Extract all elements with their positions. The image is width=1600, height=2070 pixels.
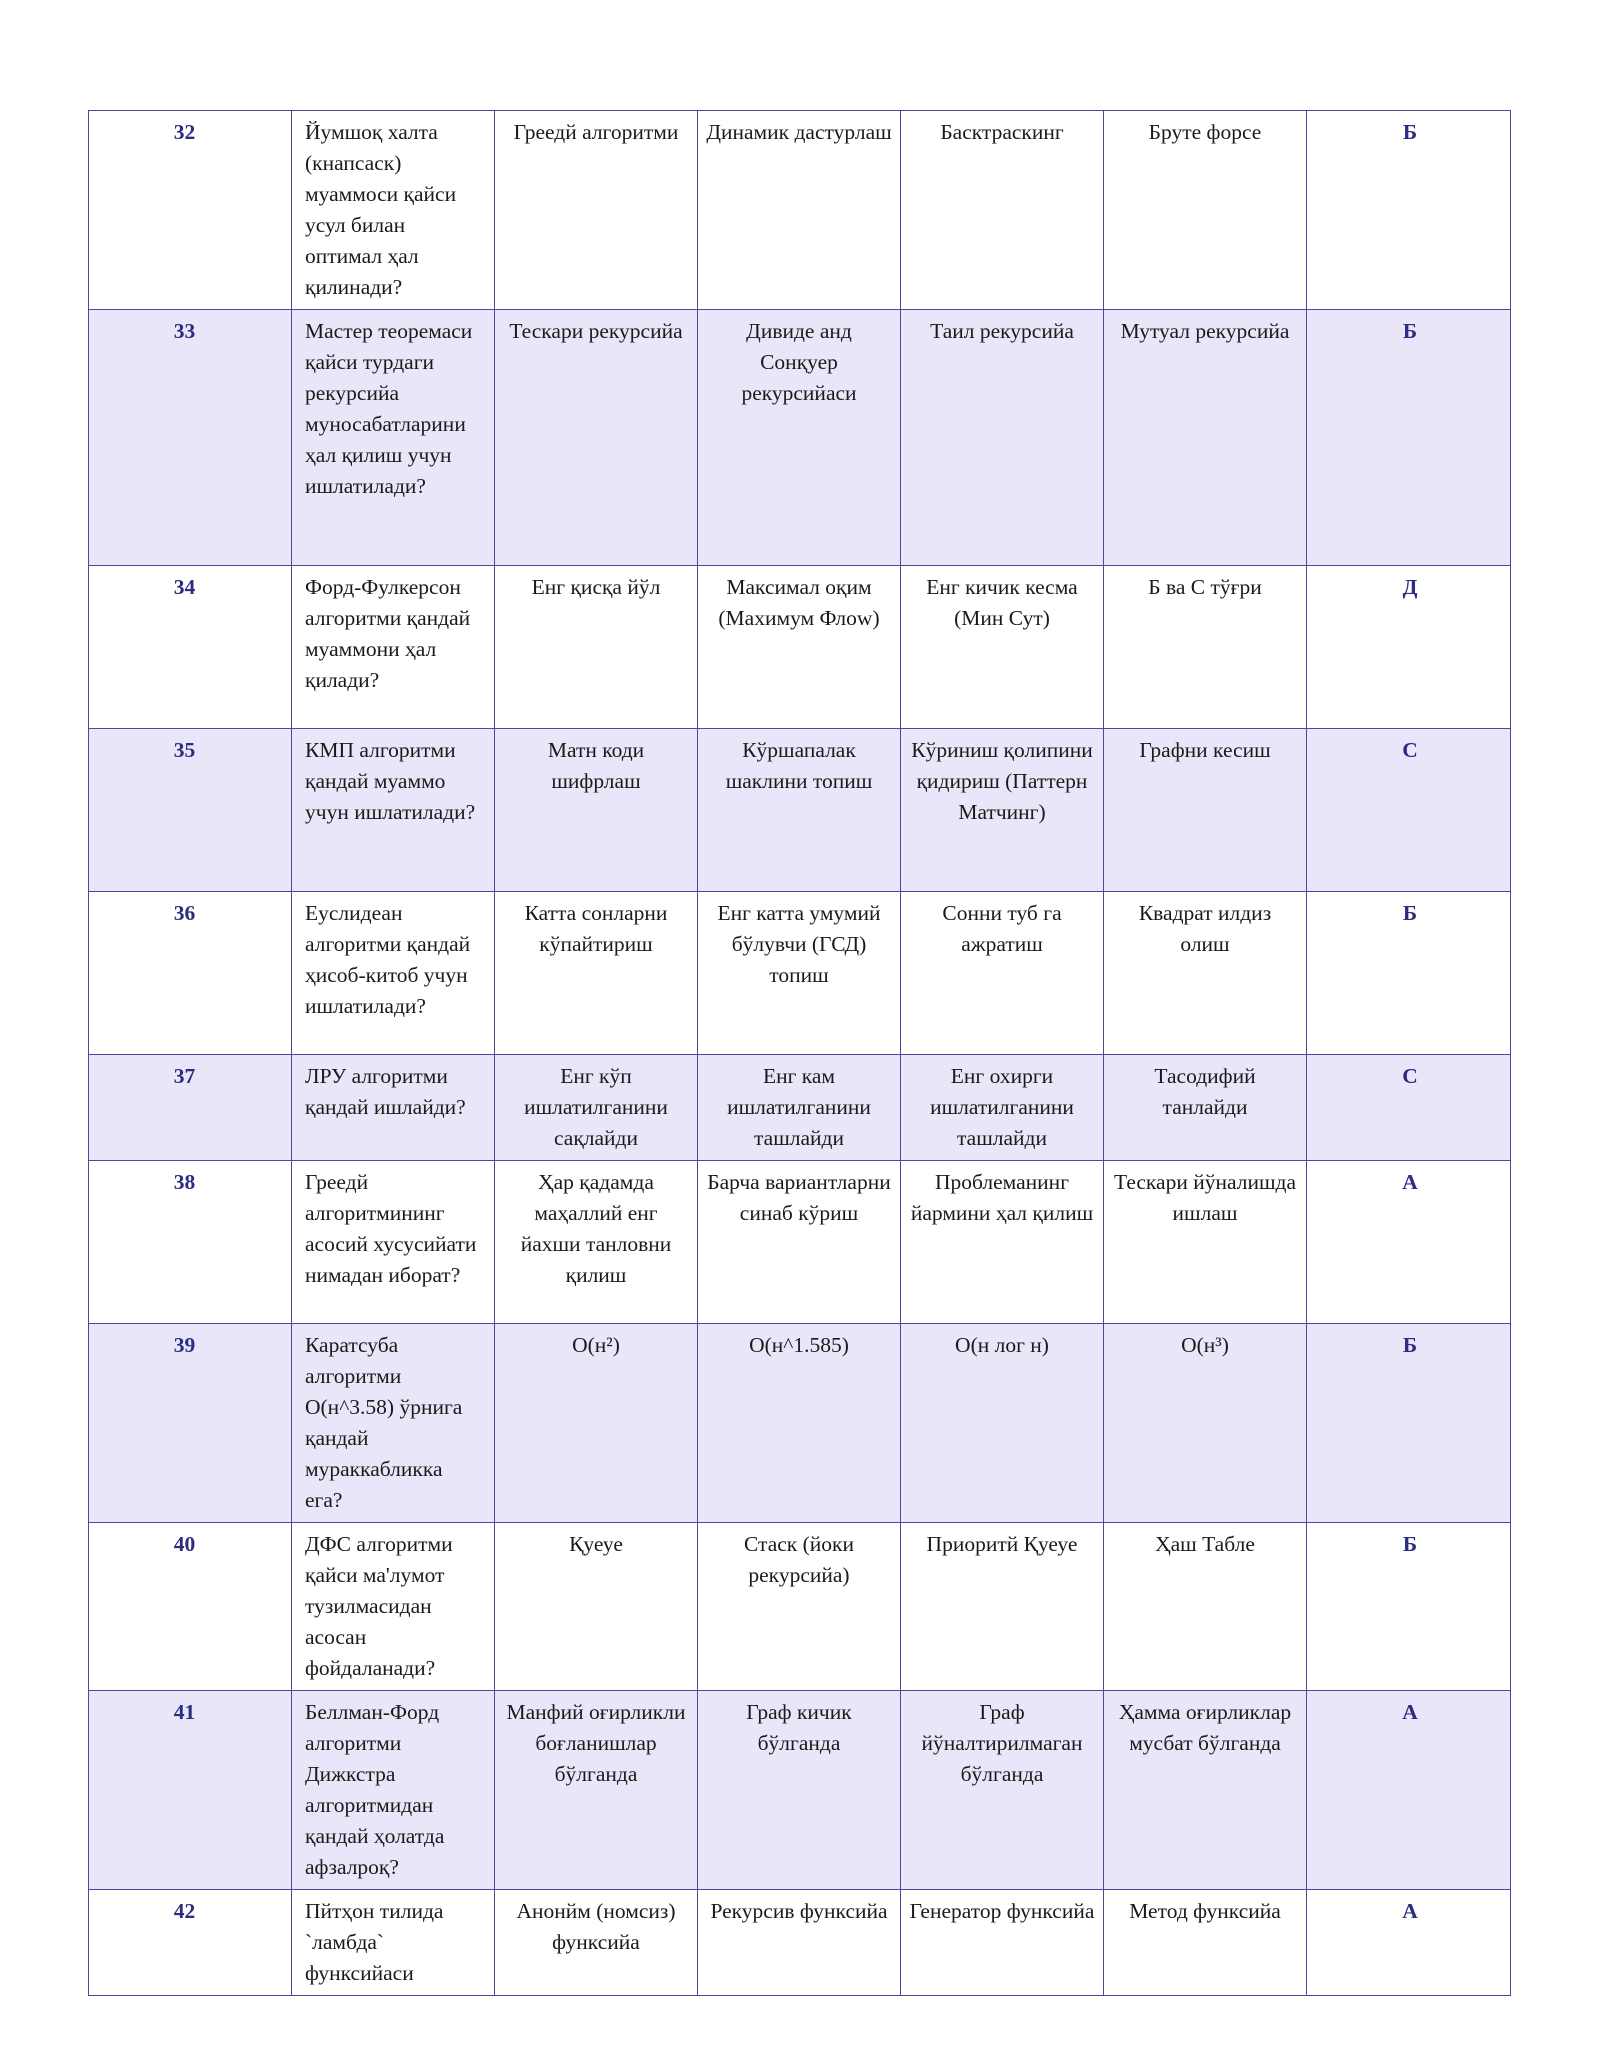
option-d: Ҳаш Табле: [1104, 1523, 1307, 1691]
correct-answer: Б: [1307, 1523, 1511, 1691]
table-row: [89, 310, 1511, 566]
quiz-page: [88, 110, 1510, 1996]
question-number: 39: [89, 1324, 292, 1523]
option-b: Стаск (йоки рекурсийа): [698, 1523, 901, 1691]
option-a: Манфий оғирликли боғланишлар бўлганда: [495, 1691, 698, 1890]
question-number: 33: [89, 310, 292, 566]
option-c: Енг кичик кесма (Мин Сут): [901, 566, 1104, 729]
question-number: 37: [89, 1055, 292, 1161]
question-text: Мастер теоремаси қайси турдаги рекурсийа муносабатларини ҳал қилиш учун ишлатилади?: [292, 310, 495, 566]
option-b: Максимал оқим (Махимум Флоw): [698, 566, 901, 729]
question-text: ЛРУ алгоритми қандай ишлайди?: [292, 1055, 495, 1161]
table-row: [89, 892, 1511, 1055]
question-text: КМП алгоритми қандай муаммо учун ишлатилади?: [292, 729, 495, 892]
option-c: Сонни туб га ажратиш: [901, 892, 1104, 1055]
question-number: 32: [89, 111, 292, 310]
option-d: О(н³): [1104, 1324, 1307, 1523]
quiz-table-body: [89, 111, 1511, 1996]
option-c: Граф йўналтирилмаган бўлганда: [901, 1691, 1104, 1890]
question-text: Греедй алгоритмининг асосий хусусийати нимадан иборат?: [292, 1161, 495, 1324]
option-b: О(н^1.585): [698, 1324, 901, 1523]
question-text: Йумшоқ халта (кнапсаск) муаммоси қайси усул билан оптимал ҳал қилинади?: [292, 111, 495, 310]
quiz-table: [88, 110, 1511, 1996]
option-b: Рекурсив функсийа: [698, 1890, 901, 1996]
question-text: Форд-Фулкерсон алгоритми қандай муаммони ҳал қилади?: [292, 566, 495, 729]
option-d: Графни кесиш: [1104, 729, 1307, 892]
option-a: Матн коди шифрлаш: [495, 729, 698, 892]
option-a: Анонйм (номсиз) функсийа: [495, 1890, 698, 1996]
question-text: Беллман-Форд алгоритми Дижкстра алгоритмидан қандай ҳолатда афзалроқ?: [292, 1691, 495, 1890]
question-number: 34: [89, 566, 292, 729]
option-c: Генератор функсийа: [901, 1890, 1104, 1996]
correct-answer: Б: [1307, 1324, 1511, 1523]
option-a: О(н²): [495, 1324, 698, 1523]
option-a: Ҳар қадамда маҳаллий енг йахши танловни қилиш: [495, 1161, 698, 1324]
question-number: 35: [89, 729, 292, 892]
option-a: Катта сонларни кўпайтириш: [495, 892, 698, 1055]
option-b: Динамик дастурлаш: [698, 111, 901, 310]
option-d: Тасодифий танлайди: [1104, 1055, 1307, 1161]
option-a: Тескари рекурсийа: [495, 310, 698, 566]
option-b: Кўршапалак шаклини топиш: [698, 729, 901, 892]
option-b: Дивиде анд Сонқуер рекурсийаси: [698, 310, 901, 566]
option-c: Приоритй Қуеуе: [901, 1523, 1104, 1691]
table-row: [89, 1523, 1511, 1691]
question-text: Каратсуба алгоритми О(н^3.58) ўрнига қандай мураккабликка ега?: [292, 1324, 495, 1523]
option-d: Ҳамма оғирликлар мусбат бўлганда: [1104, 1691, 1307, 1890]
option-d: Мутуал рекурсийа: [1104, 310, 1307, 566]
question-number: 40: [89, 1523, 292, 1691]
question-number: 38: [89, 1161, 292, 1324]
option-a: Қуеуе: [495, 1523, 698, 1691]
option-d: Тескари йўналишда ишлаш: [1104, 1161, 1307, 1324]
option-a: Енг кўп ишлатилганини сақлайди: [495, 1055, 698, 1161]
table-row: [89, 1161, 1511, 1324]
correct-answer: А: [1307, 1691, 1511, 1890]
correct-answer: Б: [1307, 892, 1511, 1055]
option-d: Бруте форсе: [1104, 111, 1307, 310]
correct-answer: Б: [1307, 111, 1511, 310]
table-row: [89, 566, 1511, 729]
option-c: Кўриниш қолипини қидириш (Паттерн Матчинг): [901, 729, 1104, 892]
option-b: Граф кичик бўлганда: [698, 1691, 901, 1890]
option-b: Енг катта умумий бўлувчи (ГСД) топиш: [698, 892, 901, 1055]
option-c: Басктраскинг: [901, 111, 1104, 310]
correct-answer: Б: [1307, 310, 1511, 566]
option-c: О(н лог н): [901, 1324, 1104, 1523]
correct-answer: Д: [1307, 566, 1511, 729]
question-text: Еуслидеан алгоритми қандай ҳисоб-китоб учун ишлатилади?: [292, 892, 495, 1055]
option-c: Енг охирги ишлатилганини ташлайди: [901, 1055, 1104, 1161]
option-d: Метод функсийа: [1104, 1890, 1307, 1996]
option-c: Проблеманинг йармини ҳал қилиш: [901, 1161, 1104, 1324]
question-text: Пйтҳон тилида `ламбда` функсийаси: [292, 1890, 495, 1996]
table-row: [89, 1691, 1511, 1890]
question-number: 42: [89, 1890, 292, 1996]
table-row: [89, 1324, 1511, 1523]
option-b: Енг кам ишлатилганини ташлайди: [698, 1055, 901, 1161]
table-row: [89, 1890, 1511, 1996]
option-d: Квадрат илдиз олиш: [1104, 892, 1307, 1055]
correct-answer: А: [1307, 1890, 1511, 1996]
correct-answer: С: [1307, 729, 1511, 892]
option-c: Таил рекурсийа: [901, 310, 1104, 566]
table-row: [89, 111, 1511, 310]
option-a: Енг қисқа йўл: [495, 566, 698, 729]
question-text: ДФС алгоритми қайси ма'лумот тузилмасидан асосан фойдаланади?: [292, 1523, 495, 1691]
question-number: 36: [89, 892, 292, 1055]
question-number: 41: [89, 1691, 292, 1890]
option-a: Греедй алгоритми: [495, 111, 698, 310]
correct-answer: С: [1307, 1055, 1511, 1161]
option-b: Барча вариантларни синаб кўриш: [698, 1161, 901, 1324]
table-row: [89, 729, 1511, 892]
table-row: [89, 1055, 1511, 1161]
correct-answer: А: [1307, 1161, 1511, 1324]
option-d: Б ва С тўғри: [1104, 566, 1307, 729]
